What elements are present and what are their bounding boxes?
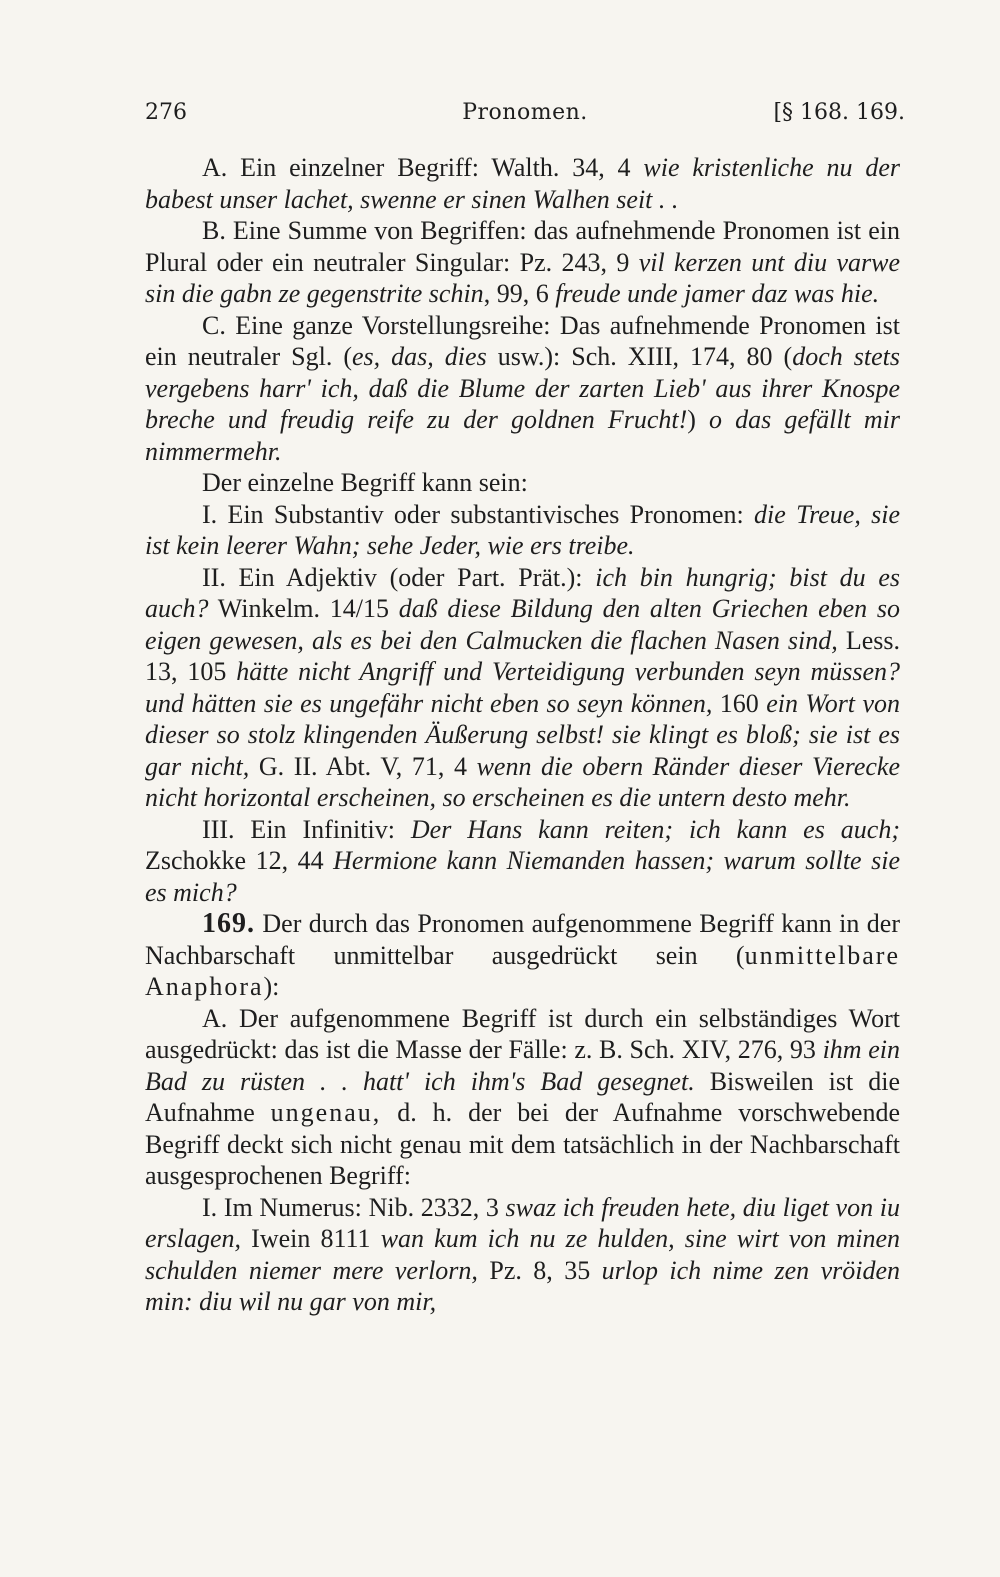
running-header — [145, 100, 905, 132]
emphasized-term: unmittelbare Anaphora — [145, 940, 900, 1001]
text-run: d. h. der bei der Aufnahme vorschwebende Begriff deckt sich nicht genau mit dem tatsächlich in der Nachbarschaft ausgesprochenen Begriff: — [145, 1098, 900, 1190]
text-run: B. Eine Summe von Begriffen: das aufnehmende Pronomen ist ein Plural oder ein neutraler Singular: Pz. 243, 9 — [145, 216, 900, 277]
paragraph-section-169 — [145, 908, 900, 1003]
quotation: ich bin hungrig; bist du es auch? — [145, 562, 900, 623]
section-number: 169. — [202, 908, 255, 939]
text-run: , 99, 6 — [483, 279, 556, 308]
quotation: Hermione kann Niemanden hassen; warum sollte sie es mich? — [145, 846, 900, 907]
text-run: Der durch das Pronomen aufgenommene Begriff kann in der Nachbarschaft unmittelbar ausgedrückt sein ( — [145, 909, 900, 970]
quotation: doch stets vergebens harr' ich, daß die Blume der zarten Lieb' aus ihrer Knospe breche und freudig reife zu der goldnen Frucht! — [145, 342, 900, 434]
paragraph-series-of-ideas — [145, 310, 900, 468]
quotation: wie kristenliche nu der babest unser lachet, swenne er sinen Walhen seit . . — [145, 153, 900, 214]
paragraph-substantive — [145, 499, 900, 562]
quotation: ein Wort von dieser so stolz klingenden Äußerung selbst! sie klingt es bloß; sie ist es gar nicht, — [145, 688, 901, 781]
text-run: usw.): Sch. XIII, 174, 80 ( — [486, 342, 793, 371]
section-reference: [§ 168. 169. — [773, 100, 905, 125]
quotation: wan kum ich nu ze hulden, sine wirt von minen schulden niemer mere verlorn, — [145, 1224, 900, 1285]
quotation: vil kerzen unt diu varwe sin die gabn ze gegenstrite schin — [145, 247, 900, 308]
quotation: hätte nicht Angriff und Verteidigung verbunden seyn müssen? und hätten sie es ungefähr nicht eben so seyn können, — [145, 657, 901, 718]
text-run: Pz. 8, 35 — [477, 1255, 602, 1285]
text-run: G. II. Abt. V, 71, 4 — [249, 751, 477, 781]
running-title: Pronomen. — [462, 100, 588, 125]
text-run: Bisweilen ist die Aufnahme — [145, 1066, 900, 1127]
quotation: ihm ein Bad zu rüsten . . hatt' ich ihm's Bad gesegnet. — [145, 1035, 901, 1096]
text-run: ): — [263, 972, 280, 1001]
quotation: wenn die obern Ränder dieser Vierecke nicht horizontal erscheinen, so erscheinen es die untern desto mehr. — [145, 751, 900, 812]
text-run: C. Eine ganze Vorstellungsreihe: Das aufnehmende Pronomen ist ein neutraler Sgl. ( — [145, 310, 900, 371]
text-run: A. Der aufgenommene Begriff ist durch ein selbständiges Wort ausgedrückt: das ist die Masse der Fälle: z. B. Sch. XIV, 276, 93 — [145, 1003, 900, 1064]
paragraph-infinitive — [145, 814, 900, 909]
text-run: 160 — [712, 688, 767, 718]
quotation: swaz ich freuden hete, diu liget von iu erslagen, — [145, 1192, 900, 1253]
page-number: 276 — [145, 100, 187, 125]
paragraph-independent-word — [145, 1003, 900, 1192]
quotation: die Treue, sie ist kein leerer Wahn; sehe Jeder, wie ers treibe. — [145, 499, 900, 560]
quotation: Der Hans kann reiten; ich kann es auch; — [410, 814, 901, 844]
text-run: II. Ein Adjektiv (oder Part. Prät.): — [202, 562, 596, 592]
paragraph-numerus — [145, 1192, 900, 1318]
text-run: Zschokke 12, 44 — [145, 846, 334, 875]
text-run: I. Ein Substantiv oder substantivisches Pronomen: — [202, 499, 755, 529]
emphasized-term: ungenau, — [270, 1098, 382, 1127]
paragraph-sum-of-concepts — [145, 215, 900, 310]
quotation: es, das, dies — [352, 342, 487, 371]
paragraph-single-concept — [145, 152, 900, 215]
quotation: o das gefällt mir nimmermehr. — [145, 405, 901, 466]
text-run: Winkelm. 14/15 — [208, 594, 399, 623]
text-run: A. Ein einzelner Begriff: Walth. 34, 4 — [202, 153, 644, 182]
quotation: daß diese Bildung den alten Griechen eben so eigen gewesen, als es bei den Calmucken die flachen Nasen sind, — [145, 594, 901, 655]
text-run: I. Im Numerus: Nib. 2332, 3 — [202, 1192, 506, 1222]
text-run: ) — [687, 405, 710, 434]
page-body — [145, 152, 900, 1318]
text-run: Iwein 8111 — [241, 1224, 381, 1253]
paragraph-adjective — [145, 562, 900, 814]
quotation: urlop ich nime zen vröiden min: diu wil nu gar von mir, — [145, 1255, 901, 1316]
quotation: freude unde jamer daz was hie. — [555, 279, 880, 308]
paragraph-intro-list: Der einzelne Begriff kann sein: — [202, 468, 528, 497]
text-run: III. Ein Infinitiv: — [202, 814, 411, 844]
text-run: Less. 13, 105 — [145, 625, 900, 686]
